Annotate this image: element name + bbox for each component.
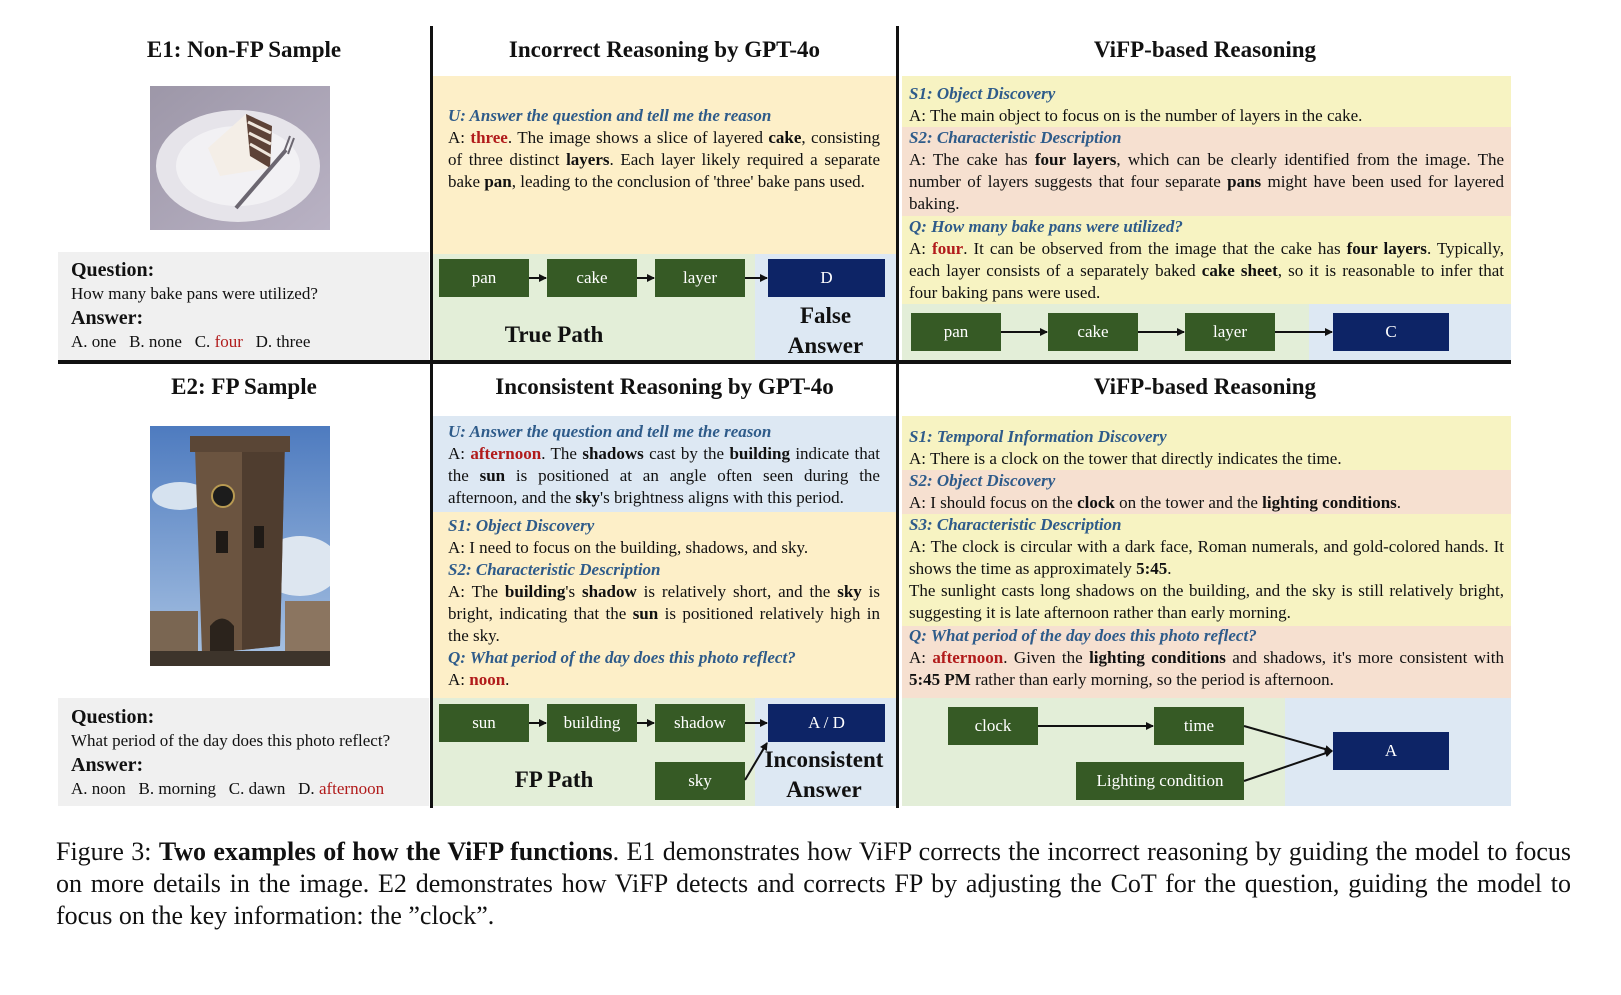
vifp2-s3-text-2: The sunlight casts long shadows on the building, and the sky is still relatively bright, suggesting it is late afternoon rather than early morning. [909,581,1504,622]
vifp2-s1-text: A: There is a clock on the tower that directly indicates the time. [909,449,1342,468]
e1-title: E1: Non-FP Sample [146,37,342,62]
inconsistent-q-answer: noon [469,670,506,689]
path3-node-building: building [547,704,637,742]
e2-title: E2: FP Sample [171,374,317,399]
e2-option-b: B. morning [138,779,216,798]
e1-option-b: B. none [129,332,182,351]
vifp2-s3-text: A: The clock is circular with a dark face, Roman numerals, and gold-colored hands. It shows the time as approximately 5:45. [909,537,1504,578]
inconsistent-u-label: U: Answer the question and tell me the reason [448,422,772,441]
e1-question-label: Question: [71,259,155,281]
path2-answer: C [1333,313,1449,351]
e2-question-label: Question: [71,706,155,728]
path3-node-shadow: shadow [655,704,745,742]
e1-option-c-letter: C. [194,332,211,351]
vifp1-title: ViFP-based Reasoning [1093,37,1317,62]
true-path-label: True Path [504,322,604,347]
e2-question-text: What period of the day does this photo reflect? [71,731,391,750]
path1-answer: D [768,259,885,297]
path1-node-pan: pan [439,259,529,297]
vifp1-s1-text: A: The main object to focus on is the number of layers in the cake. [909,106,1363,125]
e1-question-text: How many bake pans were utilized? [71,284,318,303]
e2-option-d-letter: D. [298,779,315,798]
inconsistent-s2-text: A: The building's shadow is relatively short, and the sky is bright, indicating that the sun is positioned relatively high in the sky. [448,582,881,645]
path1-node-cake: cake [547,259,637,297]
e2-option-a: A. noon [71,779,126,798]
vifp2-s1-label: S1: Temporal Information Discovery [909,427,1167,446]
inconsistent-answer: afternoon [470,444,542,463]
vifp2-title: ViFP-based Reasoning [1093,374,1317,399]
vifp2-s2-label: S2: Object Discovery [909,471,1056,490]
path3-node-sun: sun [439,704,529,742]
false-answer-label: False Answer [787,303,864,358]
path4-node-clock: clock [948,707,1038,745]
vifp1-q-label: Q: How many bake pans were utilized? [909,217,1183,236]
arrow-p4-2 [1244,726,1332,751]
vifp1-s1-label: S1: Object Discovery [909,84,1056,103]
e2-option-c: C. dawn [228,779,286,798]
e2-answer-label: Answer: [71,754,144,776]
vifp2-q-text: A: afternoon. Given the lighting conditions and shadows, it's more consistent with 5:45 PM rather than early morning, so the period is afternoon. [909,648,1504,689]
path4-node-time: time [1154,707,1244,745]
inconsistent-s1-text: A: I need to focus on the building, shadows, and sky. [448,538,809,557]
vifp2-q-label: Q: What period of the day does this photo reflect? [909,626,1257,645]
vifp2-s3-label: S3: Characteristic Description [909,515,1122,534]
e1-answer-label: Answer: [71,307,144,329]
vifp1-s2-label: S2: Characteristic Description [909,128,1122,147]
inconsistent-answer-label: Inconsistent Answer [764,747,884,802]
vifp1-q-text: A: four. It can be observed from the image that the cake has four layers. Typically, each layer consists of a separately baked cake sheet, so it is reasonable to infer that four baking pans were used. [909,239,1505,302]
e1-option-a: A. one [71,332,117,351]
path1-node-layer: layer [655,259,745,297]
inconsistent-s2-label: S2: Characteristic Description [448,560,661,579]
vifp2-s2-text: A: I should focus on the clock on the tower and the lighting conditions. [909,493,1402,512]
e2-option-d-value: afternoon [318,779,385,798]
inconsistent-q-text: A: noon. [448,670,510,689]
incorrect-answer: three [470,128,508,147]
inconsistent-answer-text: A: afternoon. The shadows cast by the building indicate that the sun is positioned at an angle often seen during the afternoon, and the sky's brightness aligns with this period. [448,444,880,507]
incorrect-answer-text: A: three. The image shows a slice of layered cake, consisting of three distinct layers. Each layer likely required a separate bake pan, leading to the conclusion of 'three' bake pans used. [448,128,881,191]
vifp2-answer: afternoon [932,648,1004,667]
path2-node-cake: cake [1048,313,1138,351]
arrow-p3-4 [745,743,767,780]
fp-path-label: FP Path [514,767,594,792]
inconsistent-title: Inconsistent Reasoning by GPT-4o [495,374,834,399]
incorrect-title: Incorrect Reasoning by GPT-4o [508,37,821,62]
inconsistent-s1-label: S1: Object Discovery [448,516,595,535]
e1-option-c-value: four [214,332,243,351]
vifp1-s2-text: A: The cake has four layers, which can be clearly identified from the image. The number of layers suggests that four separate pans might have been used for layered baking. [909,150,1505,213]
vifp1-answer: four [932,239,964,258]
path4-node-lighting: Lighting condition [1076,762,1244,800]
path4-answer: A [1333,732,1449,770]
path2-node-layer: layer [1185,313,1275,351]
e1-option-d: D. three [255,332,311,351]
figure-caption: Figure 3: Two examples of how the ViFP functions. E1 demonstrates how ViFP corrects the incorrect reasoning by guiding the model to focus on more details in the image. E2 demonstrates how ViFP detects and corrects FP by adjusting the CoT for the question, guiding the model to focus on the key information: the ”clock”. [56,837,1572,930]
path2-node-pan: pan [911,313,1001,351]
arrow-p4-3 [1244,751,1332,781]
path3-answer: A / D [768,704,885,742]
inconsistent-q-label: Q: What period of the day does this photo reflect? [448,648,796,667]
path3-node-sky: sky [655,762,745,800]
incorrect-u-label: U: Answer the question and tell me the reason [448,106,772,125]
